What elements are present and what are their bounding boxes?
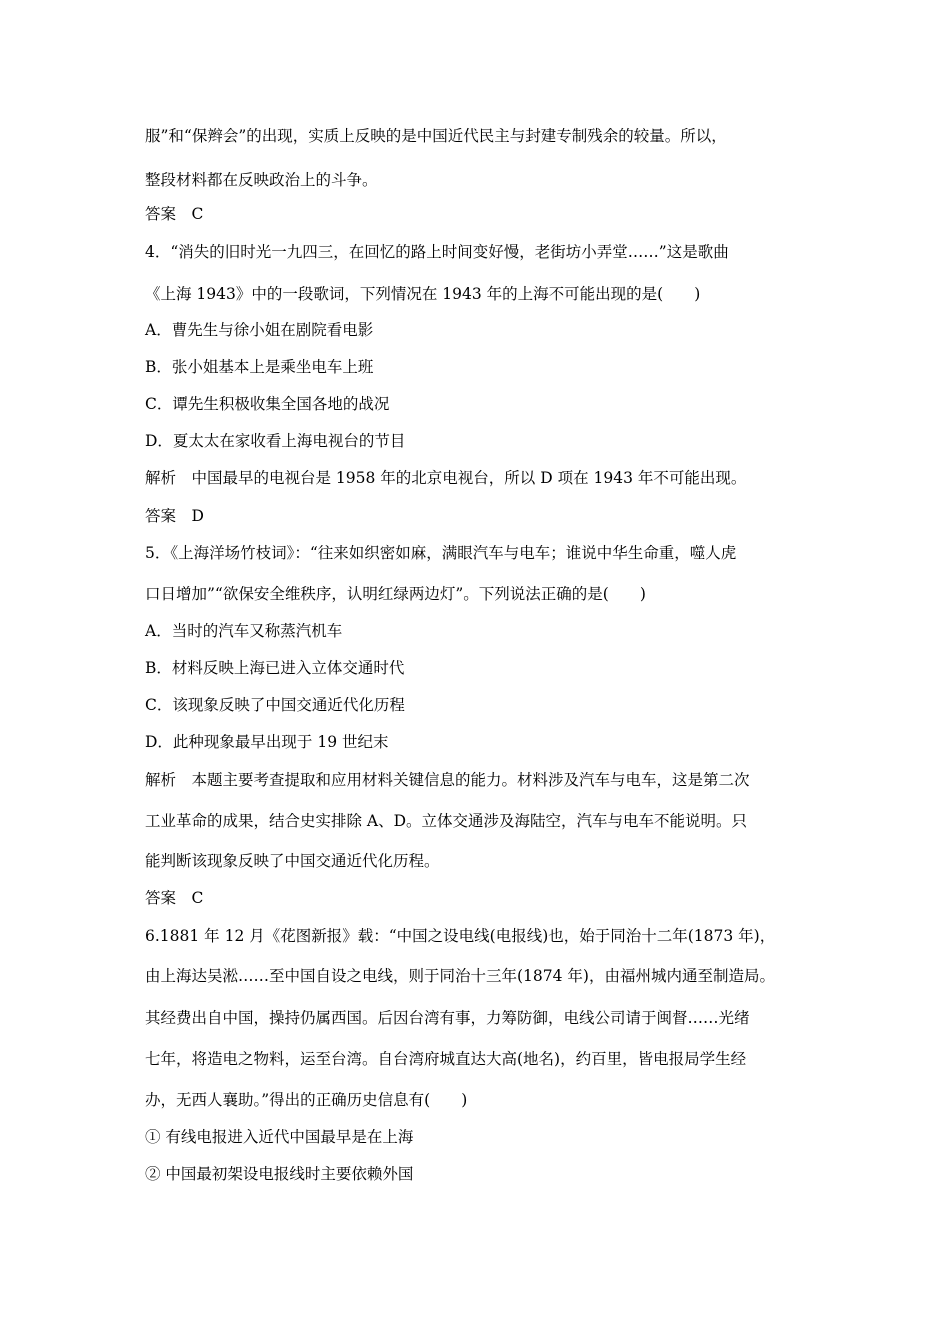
question-5-stem-cont: 口日增加”“欲保安全维秩序，认明红绿两边灯”。下列说法正确的是( ): [145, 585, 646, 603]
q4-option-c: C．谭先生积极收集全国各地的战况: [145, 395, 390, 413]
answer-q4: 答案 D: [145, 507, 204, 525]
q5-analysis: 解析 本题主要考查提取和应用材料关键信息的能力。材料涉及汽车与电车，这是第二次: [145, 771, 750, 789]
q5-option-b: B．材料反映上海已进入立体交通时代: [145, 659, 405, 677]
question-4-stem-cont: 《上海 1943》中的一段歌词，下列情况在 1943 年的上海不可能出现的是( ): [145, 285, 701, 303]
q6-statement-2: ② 中国最初架设电报线时主要依赖外国: [145, 1165, 414, 1183]
question-6-stem: 6.1881 年 12 月《花图新报》载：“中国之设电线(电报线)也，始于同治十二年(1873 年)，: [145, 927, 776, 945]
q5-analysis-cont: 工业革命的成果，结合史实排除 A、D。立体交通涉及海陆空，汽车与电车不能说明。只: [145, 812, 748, 830]
q4-option-b: B．张小姐基本上是乘坐电车上班: [145, 358, 374, 376]
question-6-stem-line5: 办，无西人襄助。”得出的正确历史信息有( ): [145, 1091, 468, 1109]
question-4-stem: 4．“消失的旧时光一九四三，在回忆的路上时间变好慢，老街坊小弄堂……”这是歌曲: [145, 243, 729, 261]
text-line-q3-analysis-end: 整段材料都在反映政治上的斗争。: [145, 171, 378, 189]
q5-option-a: A．当时的汽车又称蒸汽机车: [145, 622, 343, 640]
question-6-stem-line3: 其经费出自中国，操持仍属西国。后因台湾有事，力筹防御，电线公司请于闽督……光绪: [145, 1009, 750, 1027]
q5-option-c: C．该现象反映了中国交通近代化历程: [145, 696, 405, 714]
q5-analysis-end: 能判断该现象反映了中国交通近代化历程。: [145, 852, 440, 870]
answer-q5: 答案 C: [145, 889, 204, 907]
answer-q3: 答案 C: [145, 205, 204, 223]
question-6-stem-line2: 由上海达吴淞……至中国自设之电线，则于同治十三年(1874 年)，由福州城内通至制造局。: [145, 967, 775, 985]
q4-option-d: D．夏太太在家收看上海电视台的节目: [145, 432, 406, 450]
q5-option-d: D．此种现象最早出现于 19 世纪末: [145, 733, 389, 751]
q6-statement-1: ① 有线电报进入近代中国最早是在上海: [145, 1128, 414, 1146]
text-line-q3-analysis-cont: 服”和“保辫会”的出现，实质上反映的是中国近代民主与封建专制残余的较量。所以，: [145, 127, 727, 145]
q4-analysis: 解析 中国最早的电视台是 1958 年的北京电视台，所以 D 项在 1943 年不可能出现。: [145, 469, 747, 487]
q4-option-a: A．曹先生与徐小姐在剧院看电影: [145, 321, 374, 339]
question-5-stem: 5．《上海洋场竹枝词》：“往来如织密如麻，满眼汽车与电车；谁说中华生命重，噬人虎: [145, 544, 737, 562]
question-6-stem-line4: 七年，将造电之物料，运至台湾。自台湾府城直达大高(地名)，约百里，皆电报局学生经: [145, 1050, 747, 1068]
